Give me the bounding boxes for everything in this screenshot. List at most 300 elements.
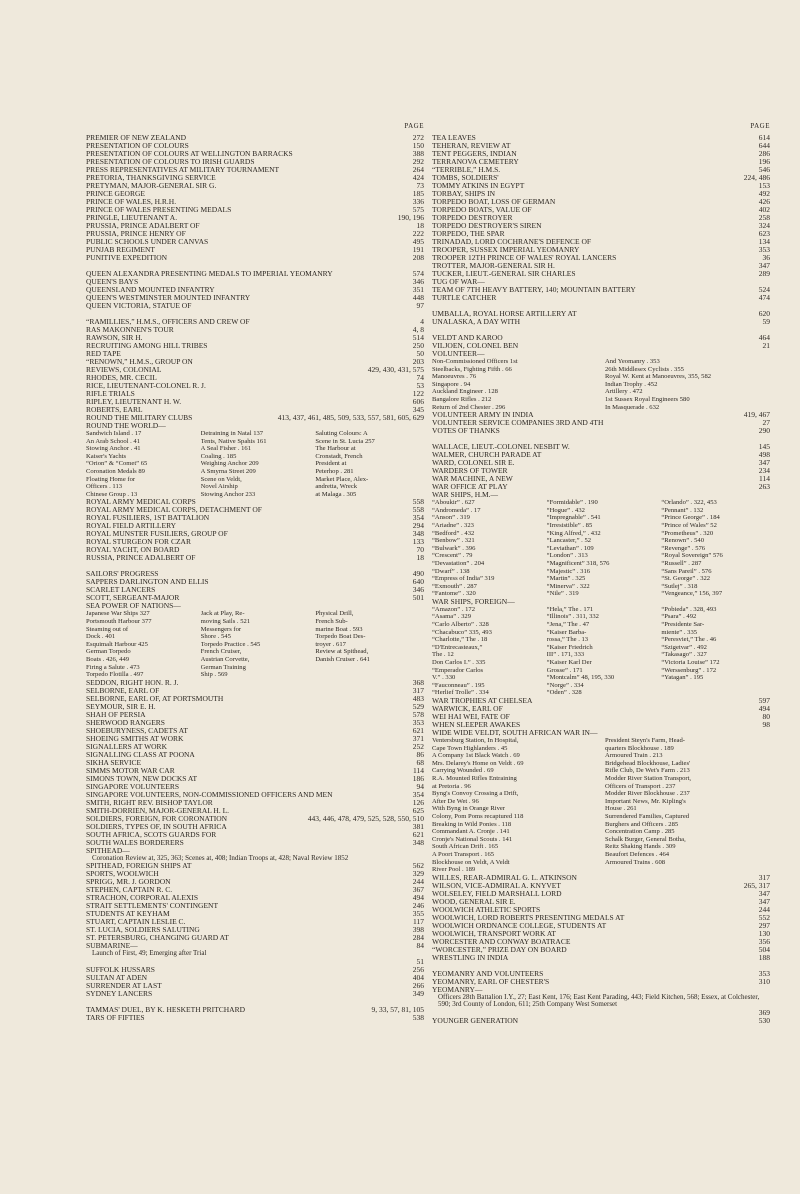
sub-entry: “Illinois” . 311, 332	[546, 613, 599, 621]
entry-page: 353	[412, 718, 424, 727]
sub-entry: After De Wet . 96	[432, 797, 479, 805]
entry-title: SHOEING SMITHS AT WORK	[86, 734, 184, 743]
entry-title: SHOEBURYNESS, CADETS AT	[86, 726, 188, 735]
entry-page: 27	[762, 419, 770, 428]
entry-title: UMBALLA, ROYAL HORSE ARTILLERY AT	[432, 310, 577, 318]
entry-title: WOOD, GENERAL SIR E.	[432, 897, 516, 906]
index-entry	[432, 906, 770, 914]
entry-title: ROBERTS, EARL	[86, 406, 143, 414]
index-entry	[86, 238, 424, 246]
sub-entry: “Victoria Louise” 172	[661, 659, 720, 667]
sub-entry: Artillery . 472	[605, 388, 643, 396]
entry-page: 324	[758, 222, 770, 230]
index-entry	[432, 294, 770, 302]
sub-entry: Ventersburg Station, In Hospital,	[432, 737, 519, 744]
entry-title: PRESENTATION OF COLOURS AT WELLINGTON BARRACKS	[86, 150, 293, 158]
entry-page: 597	[758, 697, 770, 705]
index-entry	[432, 922, 770, 930]
entry-title: WAR OFFICE AT PLAY	[432, 483, 508, 492]
sub-entry: Modder River Station Transport,	[605, 774, 692, 782]
index-entry	[86, 198, 424, 206]
sub-entry: Cronje's National Scouts . 141	[432, 835, 513, 843]
sub-entry: “Bedford” . 432	[432, 529, 475, 537]
sub-entry: “Sutlej” . 318	[661, 582, 698, 590]
entry-title: PREMIER OF NEW ZEALAND	[86, 134, 187, 142]
entry-page: 94	[416, 782, 424, 791]
index-entry	[432, 286, 770, 294]
index-entry	[86, 398, 424, 406]
entry-title: RIFLE TRIALS	[86, 390, 135, 398]
index-entry	[86, 278, 424, 286]
sub-entry: Physical Drill,	[315, 610, 354, 618]
entry-page: 644	[758, 142, 770, 150]
sub-entry: Dock . 401	[86, 633, 116, 641]
entry-page: 620	[758, 310, 770, 318]
entry-title: WOOLWICH, LORD ROBERTS PRESENTING MEDALS AT	[432, 913, 625, 922]
index-entry	[432, 483, 770, 491]
entry-page: 474	[758, 294, 770, 302]
sub-entry: In Masquerade . 632	[605, 403, 660, 411]
entry-page: 98	[762, 721, 770, 729]
sub-entry: “Magnificent” 318, 576	[546, 559, 610, 567]
entry-page: 266	[412, 982, 424, 991]
index-entry	[86, 230, 424, 238]
entry-title: PRESS REPRESENTATIVES AT MILITARY TOURNAMENT	[86, 166, 280, 174]
entry-title: TORPEDO DESTROYER'S SIREN	[432, 222, 542, 230]
index-entry	[432, 134, 770, 142]
entry-title: UNALASKA, A DAY WITH	[432, 318, 521, 326]
index-entry	[86, 514, 424, 522]
entry-page: 355	[412, 910, 424, 919]
entry-title: SYDNEY LANCERS	[86, 990, 153, 999]
index-entry	[432, 954, 770, 962]
index-entry	[86, 870, 424, 878]
entry-title: SPRIGG, MR. J. GORDON	[86, 878, 171, 887]
index-entry	[432, 222, 770, 230]
entry-page: 368	[412, 678, 424, 687]
entry-title: ROYAL FUSILIERS, 1ST BATTALION	[86, 514, 210, 523]
sub-entry: “Aboukir” . 627	[432, 499, 475, 507]
entry-title: PRESENTATION OF COLOURS	[86, 142, 189, 150]
entry-page: 625	[412, 806, 424, 815]
entry-title: WOOLWICH ORDNANCE COLLEGE, STUDENTS AT	[432, 921, 607, 930]
index-entry	[432, 150, 770, 158]
sub-entry: Scene in St. Lucia 257	[315, 437, 375, 445]
sub-entry: President at	[315, 460, 347, 468]
entry-title: ROYAL STURGEON FOR CZAR	[86, 538, 191, 547]
entry-title: WAR SHIPS, FOREIGN—	[432, 597, 515, 606]
sub-entry: “Sans Pareil” . 576	[661, 567, 712, 575]
entry-title: QUEENSLAND MOUNTED INFANTRY	[86, 286, 215, 294]
sub-entry-grid	[86, 430, 424, 498]
sub-entry: Austrian Corvette,	[200, 655, 250, 663]
entry-title: “WORCESTER,” PRIZE DAY ON BOARD	[432, 945, 567, 954]
entry-page: 388	[412, 150, 424, 158]
sub-entry: “Asama” . 329	[432, 613, 471, 621]
entry-page: 347	[758, 459, 770, 468]
entry-title: YEOMANRY—	[432, 985, 483, 994]
sub-entry: “Psara” . 492	[661, 613, 697, 621]
sub-entry: French Cruiser,	[200, 648, 242, 656]
entry-title: WORCESTER AND CONWAY BOATRACE	[432, 937, 571, 946]
entry-title: SIKHA SERVICE	[86, 758, 142, 767]
index-entry	[86, 966, 424, 974]
entry-page: 114	[759, 475, 770, 484]
entry-page: 4	[420, 318, 424, 326]
entry-page: 51	[416, 958, 424, 967]
entry-title: STRACHON, CORPORAL ALEXIS	[86, 894, 199, 903]
sub-entry: Byng's Convoy Crossing a Drift,	[432, 790, 519, 798]
sub-entry: Steaming out of	[86, 625, 129, 633]
entry-page: 347	[758, 897, 770, 906]
sub-entry	[605, 866, 770, 874]
entry-page: 354	[412, 790, 424, 799]
sub-entry: “Exmouth” . 287	[432, 582, 477, 590]
index-entry	[86, 174, 424, 182]
entry-page: 498	[758, 451, 770, 460]
sub-entry: Firing a Salute . 473	[86, 663, 140, 671]
entry-title: WAR MACHINE, A NEW	[432, 475, 513, 484]
sub-entry: Non-Commissioned Officers 1st	[432, 358, 518, 365]
sub-entry-grid	[432, 499, 770, 598]
index-entry	[86, 767, 424, 775]
index-entry	[86, 294, 424, 302]
index-entry	[86, 390, 424, 398]
index-entry	[86, 206, 424, 214]
index-entry	[432, 705, 770, 713]
entry-page: 317	[758, 873, 770, 882]
entry-title: YEOMANRY, EARL OF CHESTER'S	[432, 977, 550, 986]
sub-entry: “Chacabuco” 335, 493	[432, 628, 492, 636]
sub-entry: Danish Cruiser . 641	[315, 655, 370, 663]
sub-entry: Coaling . 185	[200, 452, 237, 460]
entry-page: 190, 196	[397, 214, 424, 222]
entry-title: TENT PEGGERS, INDIAN	[432, 150, 517, 158]
entry-page: 348	[412, 530, 424, 539]
entry-page: 574	[412, 270, 424, 278]
sub-entry: Important News, Mr. Kipling's	[605, 797, 686, 805]
sub-entry: “Formidable” . 190	[546, 499, 598, 507]
entry-page: 317	[412, 686, 424, 695]
entry-title: SINGAPORE VOLUNTEERS, NON-COMMISSIONED OFFICERS AND MEN	[86, 790, 333, 799]
index-entry	[432, 419, 770, 427]
index-entry	[86, 422, 424, 430]
entry-page: 185	[412, 190, 424, 198]
entry-title: TROOPER 12TH PRINCE OF WALES' ROYAL LANCERS	[432, 254, 617, 262]
sub-entry: “Peresviet,” The . 46	[661, 636, 717, 644]
index-entry	[432, 182, 770, 190]
entry-title: SULTAN AT ADEN	[86, 974, 148, 983]
index-entry	[432, 334, 770, 342]
sub-entry: South African Drift . 165	[432, 843, 499, 851]
entry-page: 562	[412, 862, 424, 871]
sub-entry-text: Coronation Review at, 325, 363; Scenes at, 408; Indian Troops at, 428; Naval Review 1852	[92, 853, 349, 862]
entry-page: 351	[412, 286, 424, 294]
entry-page: 97	[416, 302, 424, 310]
sub-entry: Modder River Blockhouse . 237	[605, 790, 690, 798]
entry-title: VOTES OF THANKS	[432, 427, 500, 436]
entry-title: RED TAPE	[86, 350, 121, 358]
entry-page: 150	[412, 142, 424, 150]
sub-entry: Colony, Pom Poms recaptured 118	[432, 812, 524, 820]
entry-page: 224, 486	[743, 174, 770, 182]
sub-entry: German Training	[200, 663, 246, 671]
entry-page: 443, 446, 478, 479, 525, 528, 550, 510	[307, 814, 424, 823]
index-entry	[86, 886, 424, 894]
entry-page: 263	[758, 483, 770, 492]
entry-title: WAR SHIPS, H.M.—	[432, 491, 499, 500]
entry-page: 114	[413, 766, 424, 775]
entry-title: TERRANOVA CEMETERY	[432, 158, 519, 166]
entry-page: 36	[762, 254, 770, 262]
sub-entry: “Leviathan” . 109	[546, 544, 594, 552]
entry-title: SELBORNE, EARL OF, AT PORTSMOUTH	[86, 694, 224, 703]
entry-title: RHODES, MR. CECIL	[86, 374, 157, 382]
entry-page: 558	[412, 498, 424, 507]
entry-page: 345	[412, 406, 424, 414]
entry-page: 346	[412, 586, 424, 595]
entry-title: WOOLWICH ATHLETIC SPORTS	[432, 905, 541, 914]
entry-title: SUFFOLK HUSSARS	[86, 966, 155, 975]
sub-entry: Return of 2nd Chester . 296	[432, 403, 506, 411]
entry-page: 464	[758, 334, 770, 342]
sub-entry: Manoeuvres . 76	[432, 373, 477, 381]
sub-entry: “Jena,” The . 47	[546, 621, 590, 629]
index-column-right	[432, 122, 770, 1026]
sub-entry: Surrendered Families, Captured	[605, 812, 690, 820]
sub-entry: Breaking in Wild Ponies . 118	[432, 820, 512, 828]
entry-page: 191	[412, 246, 424, 254]
sub-entry: “Fauconneau” . 195	[432, 681, 485, 689]
index-entry	[432, 206, 770, 214]
sub-entry: Japanese War Ships 327	[86, 610, 150, 618]
index-entry	[86, 602, 424, 610]
sub-entry: “Majestic” . 316	[546, 567, 591, 575]
index-entry	[432, 874, 770, 882]
entry-title: SINGAPORE VOLUNTEERS	[86, 782, 179, 791]
entry-title: PRETYMAN, MAJOR-GENERAL SIR G.	[86, 182, 217, 190]
sub-entry: “Charlotte,” The . 18	[432, 636, 488, 644]
entry-title: “RENOWN,” H.M.S., GROUP ON	[86, 358, 193, 366]
sub-entry: “Revenge” . 576	[661, 544, 706, 552]
entry-title: SMITH-DORRIEN, MAJOR-GENERAL H. L.	[86, 806, 230, 815]
index-entry	[432, 938, 770, 946]
sub-entry	[661, 682, 770, 690]
entry-title: STUDENTS AT KEYHAM	[86, 910, 170, 919]
index-entry	[86, 679, 424, 687]
index-entry	[86, 214, 424, 222]
page-column-label: PAGE	[750, 122, 770, 130]
index-entry	[86, 326, 424, 334]
index-entry	[86, 958, 424, 966]
entry-title: TEHERAN, REVIEW AT	[432, 142, 511, 150]
entry-title: “RAMILLIES,” H.M.S., OFFICERS AND CREW OF	[86, 318, 250, 326]
sub-entry: The Harbour at	[315, 445, 356, 453]
index-entry	[432, 350, 770, 358]
entry-title: RUSSIA, PRINCE ADALBERT OF	[86, 554, 196, 563]
entry-title: WARWICK, EARL OF	[432, 705, 503, 713]
sub-entry: “King Alfred,” . 432	[546, 529, 601, 537]
entry-page: 74	[416, 374, 424, 382]
index-entry	[432, 230, 770, 238]
entry-page: 4, 8	[412, 326, 424, 334]
entry-page: 292	[412, 158, 424, 166]
entry-page: 264	[412, 166, 424, 174]
spacer	[86, 262, 424, 270]
entry-page: 59	[762, 318, 770, 326]
entry-title: ROYAL YACHT, ON BOARD	[86, 546, 180, 555]
entry-page: 349	[412, 990, 424, 999]
sub-entry: “Emperador Carlos	[432, 666, 484, 674]
sub-entry: Bridgehead Blockhouse, Ladies'	[605, 759, 691, 767]
entry-title: TURTLE CATCHER	[432, 294, 497, 302]
index-entry	[86, 150, 424, 158]
entry-page: 126	[412, 798, 424, 807]
entry-title: RAWSON, SIR H.	[86, 334, 143, 342]
entry-page: 196	[758, 158, 770, 166]
sub-entry: “St. George” . 322	[661, 575, 711, 583]
index-entry	[86, 751, 424, 759]
sub-entry: “Kaiser Friedrich	[546, 643, 593, 651]
entry-title: TORPEDO DESTROYER	[432, 214, 513, 222]
sub-entry: River Pool . 189	[432, 866, 476, 874]
entry-title: STEPHEN, CAPTAIN R. C.	[86, 886, 173, 895]
index-entry	[86, 254, 424, 262]
entry-page: 514	[412, 334, 424, 342]
index-entry	[432, 598, 770, 606]
entry-page: 575	[412, 206, 424, 214]
entry-page: 86	[416, 750, 424, 759]
index-entry	[86, 522, 424, 530]
entry-title: ROYAL MUNSTER FUSILIERS, GROUP OF	[86, 530, 228, 539]
index-entry	[86, 910, 424, 918]
entry-title: WAR TROPHIES AT CHELSEA	[432, 697, 533, 705]
spacer	[86, 562, 424, 570]
entry-page: 398	[412, 926, 424, 935]
sub-entry: “Bulwark” . 396	[432, 544, 476, 552]
entry-page: 186	[412, 774, 424, 783]
entry-page: 492	[758, 190, 770, 198]
entry-page: 336	[412, 198, 424, 206]
sub-entry: “Orlando” . 322, 453	[661, 499, 717, 507]
entry-title: ST. PETERSBURG, CHANGING GUARD AT	[86, 934, 229, 943]
index-entry	[86, 982, 424, 990]
entry-title: WOOLWICH, TRANSPORT WORK AT	[432, 929, 556, 938]
sub-entry: “Norge” . 334	[546, 681, 584, 689]
index-entry	[432, 254, 770, 262]
sub-entry: “Crescent” . 79	[432, 552, 473, 560]
sub-entry: Chinese Group . 13	[86, 490, 138, 498]
entry-page: 9, 33, 57, 81, 105	[371, 1006, 424, 1015]
entry-title: SUBMARINE—	[86, 942, 138, 951]
index-entry	[432, 914, 770, 922]
entry-page: 402	[758, 206, 770, 214]
index-entry	[86, 759, 424, 767]
sub-entry: “Russell” . 287	[661, 559, 702, 567]
index-entry	[86, 570, 424, 578]
index-entry	[432, 890, 770, 898]
entry-page: 494	[758, 705, 770, 713]
entry-page: 329	[412, 870, 424, 879]
index-entry	[86, 586, 424, 594]
sub-entry: III” . 171, 333	[546, 651, 585, 659]
entry-page: 429, 430, 431, 575	[367, 366, 424, 374]
index-entry	[432, 459, 770, 467]
sub-entry: Stowing Anchor . 41	[86, 445, 141, 453]
sub-entry: “Yatagan” . 195	[661, 674, 704, 682]
index-entry	[86, 974, 424, 982]
sub-entry: Floating Home for	[86, 475, 136, 483]
entry-page: 552	[758, 913, 770, 922]
sub-entry: Armoured Train . 213	[605, 752, 663, 760]
index-entry	[86, 134, 424, 142]
index-entry	[86, 530, 424, 538]
sub-entry: “Prometheus” . 320	[661, 529, 714, 537]
sub-entry: Armoured Trains . 608	[605, 858, 666, 866]
index-entry	[432, 158, 770, 166]
entry-title: SIMMS MOTOR WAR CAR	[86, 766, 175, 775]
sub-entry: With Byng in Orange River	[432, 805, 505, 813]
spacer	[432, 435, 770, 443]
sub-entry: Coronation Medals 89	[86, 467, 145, 475]
index-entry	[432, 411, 770, 419]
sub-entry: Cronstadt, French	[315, 452, 363, 460]
index-entry	[86, 703, 424, 711]
entry-title: SOUTH AFRICA, SCOTS GUARDS FOR	[86, 830, 217, 839]
entry-page: 546	[758, 166, 770, 174]
sub-entry: Novel Airship	[200, 483, 238, 491]
sub-entry: “Pennant” . 132	[661, 506, 704, 514]
index-entry	[86, 350, 424, 358]
sub-entry: Steelbacks, Fighting Fifth . 66	[432, 365, 512, 373]
entry-title: VOLUNTEER—	[432, 350, 485, 358]
sub-entry: Royal W. Kent at Manoeuvres, 355, 582	[605, 373, 712, 381]
index-entry	[86, 831, 424, 839]
sub-entry: Indian Trophy . 452	[605, 380, 658, 388]
entry-title: SHERWOOD RANGERS	[86, 718, 165, 727]
sub-entry: Peterhop . 281	[315, 467, 354, 475]
sub-entry: Market Place, Alex-	[315, 475, 369, 483]
entry-title: ROYAL ARMY MEDICAL CORPS	[86, 498, 196, 507]
entry-page: 122	[412, 390, 424, 398]
entry-title: QUEEN ALEXANDRA PRESENTING MEDALS TO IMPERIAL YEOMANRY	[86, 270, 333, 278]
entry-title: WIDE WIDE VELDT, SOUTH AFRICAN WAR IN—	[432, 729, 598, 737]
entry-title: SPORTS, WOOLWICH	[86, 870, 159, 879]
entry-page: 53	[416, 382, 424, 390]
index-entry	[86, 578, 424, 586]
index-entry	[432, 1009, 770, 1017]
sub-entry: “Amazon” . 172	[432, 605, 476, 613]
entry-title: SCOTT, SERGEANT-MAJOR	[86, 594, 180, 603]
entry-page: 367	[412, 886, 424, 895]
index-entry	[86, 862, 424, 870]
sub-entry: “Carlo Alberto” . 328	[432, 621, 489, 629]
index-entry	[86, 538, 424, 546]
sub-entry: Stowing Anchor 233	[200, 490, 256, 498]
sub-entry-grid	[432, 358, 770, 411]
index-entry	[86, 807, 424, 815]
sub-entry: R.A. Mounted Rifles Entraining	[432, 774, 517, 782]
entry-page: 133	[412, 538, 424, 547]
entry-title: WILLES, REAR-ADMIRAL G. L. ATKINSON	[432, 873, 577, 882]
index-entry	[86, 358, 424, 366]
sub-entry: “Oden” . 328	[546, 689, 582, 697]
entry-page: 130	[758, 929, 770, 938]
sub-entry: “Prince George” . 184	[661, 514, 720, 522]
entry-page: 134	[758, 238, 770, 246]
entry-page: 448	[412, 294, 424, 302]
entry-title: PRINGLE, LIEUTENANT A.	[86, 214, 178, 222]
